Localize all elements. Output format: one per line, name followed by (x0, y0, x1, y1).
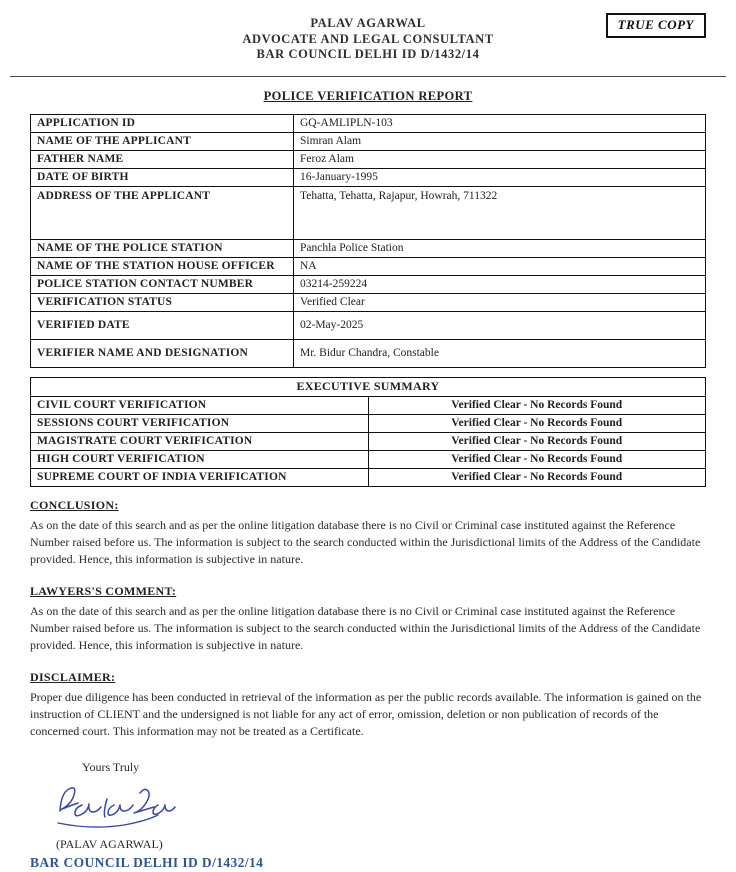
table-row (31, 275, 706, 293)
handwritten-signature (52, 779, 706, 835)
summary-value: Verified Clear - No Records Found (368, 414, 706, 432)
detail-value: 02-May-2025 (294, 311, 706, 339)
advocate-role: ADVOCATE AND LEGAL CONSULTANT (242, 31, 494, 46)
table-row (31, 311, 706, 339)
detail-value: 03214-259224 (294, 275, 706, 293)
detail-label: APPLICATION ID (31, 114, 294, 132)
table-row (31, 186, 706, 239)
table-row (31, 450, 706, 468)
table-row (31, 293, 706, 311)
report-title: POLICE VERIFICATION REPORT (263, 88, 473, 103)
conclusion-text: As on the date of this search and as per the online litigation database there is no Civil or Criminal case instituted against the Reference Number raised before us. The information is subject to the search conducted within the Jurisdictional limits of the Address of the Candidate provided. Hence, this information is subjective in nature. (30, 517, 701, 566)
detail-value: GQ-AMLIPLN-103 (294, 114, 706, 132)
table-row (31, 168, 706, 186)
summary-value: Verified Clear - No Records Found (368, 450, 706, 468)
detail-value: 16-January-1995 (294, 168, 706, 186)
details-table (30, 114, 706, 368)
summary-value: Verified Clear - No Records Found (368, 432, 706, 450)
summary-label: SESSIONS COURT VERIFICATION (31, 414, 369, 432)
detail-label: POLICE STATION CONTACT NUMBER (31, 275, 294, 293)
detail-label: NAME OF THE APPLICANT (31, 132, 294, 150)
table-row (31, 339, 706, 367)
conclusion-section (30, 498, 706, 568)
closing-phrase: Yours Truly (82, 759, 140, 774)
detail-label: DATE OF BIRTH (31, 168, 294, 186)
summary-label: CIVIL COURT VERIFICATION (31, 396, 369, 414)
detail-label: FATHER NAME (31, 150, 294, 168)
detail-label: NAME OF THE STATION HOUSE OFFICER (31, 257, 294, 275)
summary-label: MAGISTRATE COURT VERIFICATION (31, 432, 369, 450)
table-row (31, 432, 706, 450)
table-row (31, 239, 706, 257)
header-divider (10, 76, 726, 77)
table-row (31, 414, 706, 432)
letterhead (30, 16, 706, 63)
signature-ink-icon (52, 779, 180, 833)
detail-value: Mr. Bidur Chandra, Constable (294, 339, 706, 367)
advocate-name: PALAV AGARWAL (310, 16, 426, 30)
table-row (31, 377, 706, 396)
detail-value: Panchla Police Station (294, 239, 706, 257)
disclaimer-heading: DISCLAIMER: (30, 669, 116, 684)
true-copy-stamp: TRUE COPY (606, 13, 706, 38)
summary-label: SUPREME COURT OF INDIA VERIFICATION (31, 468, 369, 486)
signatory-bar-id: BAR COUNCIL DELHI ID D/1432/14 (30, 854, 264, 870)
detail-label: NAME OF THE POLICE STATION (31, 239, 294, 257)
detail-value: Tehatta, Tehatta, Rajapur, Howrah, 711322 (294, 186, 706, 239)
detail-value: NA (294, 257, 706, 275)
table-row (31, 396, 706, 414)
table-row (31, 257, 706, 275)
detail-value: Feroz Alam (294, 150, 706, 168)
detail-label: ADDRESS OF THE APPLICANT (31, 186, 294, 239)
table-row (31, 114, 706, 132)
detail-value: Verified Clear (294, 293, 706, 311)
executive-summary-table (30, 377, 706, 487)
executive-summary-title: EXECUTIVE SUMMARY (31, 377, 706, 396)
disclaimer-section (30, 670, 706, 740)
detail-label: VERIFIED DATE (31, 311, 294, 339)
detail-value: Simran Alam (294, 132, 706, 150)
summary-value: Verified Clear - No Records Found (368, 396, 706, 414)
lawyers-comment-heading: LAWYERS'S COMMENT: (30, 583, 177, 598)
summary-value: Verified Clear - No Records Found (368, 468, 706, 486)
disclaimer-text: Proper due diligence has been conducted in retrieval of the information as per the public records available. The information is gained on the instruction of CLIENT and the undersigned is not liable for any act of error, omission, deletion or non publication of records of the concerned court. This information may not be treated as a Certificate. (30, 689, 702, 738)
table-row (31, 132, 706, 150)
lawyers-comment-text: As on the date of this search and as per the online litigation database there is no Civil or Criminal case instituted against the Reference Number raised before us. The information is subject to the search conducted within the Jurisdictional limits of the Address of the Candidate provided. Hence, this information is subjective in nature. (30, 603, 701, 652)
detail-label: VERIFICATION STATUS (31, 293, 294, 311)
summary-label: HIGH COURT VERIFICATION (31, 450, 369, 468)
detail-label: VERIFIER NAME AND DESIGNATION (31, 339, 294, 367)
table-row (31, 468, 706, 486)
signatory-name: (PALAV AGARWAL) (56, 836, 163, 851)
advocate-bar-id: BAR COUNCIL DELHI ID D/1432/14 (256, 47, 480, 61)
conclusion-heading: CONCLUSION: (30, 497, 119, 512)
lawyers-comment-section (30, 584, 706, 654)
table-row (31, 150, 706, 168)
